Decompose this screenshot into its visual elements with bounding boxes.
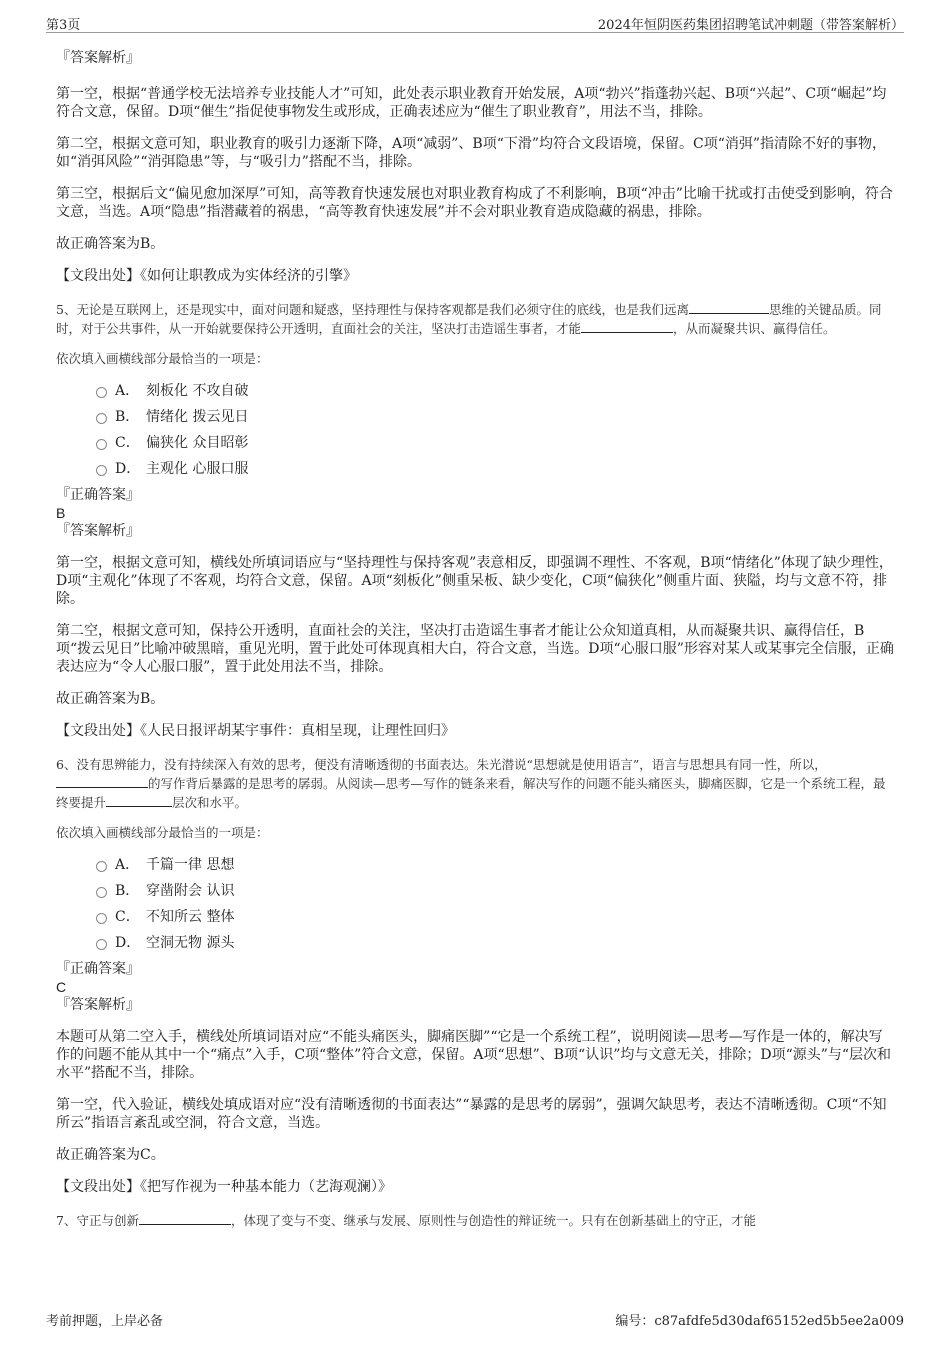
radio-icon[interactable] (96, 439, 107, 450)
fill-blank[interactable] (689, 301, 769, 314)
radio-icon[interactable] (96, 913, 107, 924)
radio-icon[interactable] (96, 465, 107, 476)
option-b[interactable]: B． 情绪化 拨云见日 (56, 404, 894, 430)
option-d[interactable]: D． 主观化 心服口服 (56, 456, 894, 482)
question-7-stem: 7、守正与创新 ，体现了变与不变、继承与发展、原则性与创造性的辩证统一。只有在创新基础上的守正，才能 (56, 1213, 756, 1228)
question-6-stem: 6、没有思辨能力，没有持续深入有效的思考，便没有清晰透彻的书面表达。朱光潜说“思想就是使用语言”，语言与思想具有同一性，所以，的写作背后暴露的是思考的孱弱。从阅读—思考—写作的链条来看，解决写作的问题不能头痛医头，脚痛医脚，它是一个系统工程，最终要提升 层次和水平。 (56, 757, 886, 810)
radio-icon[interactable] (96, 861, 107, 872)
option-a[interactable]: A． 刻板化 不攻自破 (56, 378, 894, 404)
analysis-paragraph: 第二空，根据文意可知，保持公开透明，直面社会的关注，坚决打击造谣生事者才能让公众知道真相，从而凝聚共识、赢得信任，B项“拨云见日”比喻冲破黑暗，重见光明，置于此处可体现真相大白，符合文意，当选。D项“心服口服”形容对某人或某事完全信服，正确表达应为“令人心服口服”，置于此处用法不当，排除。 (56, 623, 894, 675)
analysis-paragraph: 第一空，根据“普通学校无法培养专业技能人才”可知，此处表示职业教育开始发展，A项“勃兴”指蓬勃兴起、B项“兴起”、C项“崛起”均符合文意，保留。D项“催生”指促使事物发生或形成，正确表述应为“催生了职业教育”，用法不当，排除。 (56, 86, 887, 120)
analysis-paragraph: 第一空，代入验证，横线处填成语对应“没有清晰透彻的书面表达”“暴露的是思考的孱弱”，强调欠缺思考，表达不清晰透彻。C项“不知所云”指语言紊乱或空洞，符合文意，当选。 (56, 1097, 887, 1131)
page-header (46, 12, 904, 33)
correct-answer: B (56, 505, 66, 521)
document-id: 编号：c87afdfe5d30daf65152ed5b5ee2a009 (615, 1314, 904, 1329)
answer-conclusion: 故正确答案为B。 (56, 691, 165, 707)
fill-blank[interactable] (139, 1212, 231, 1225)
analysis-paragraph: 第一空，根据文意可知，横线处所填词语应与“坚持理性与保持客观”表意相反，即强调不理性、不客观，B项“情绪化”体现了缺少理性，D项“主观化”体现了不客观，均符合文意，保留。A项“刻板化”侧重呆板、缺少变化，C项“偏狭化”侧重片面、狭隘，均与文意不符，排除。 (56, 555, 893, 607)
answer-conclusion: 故正确答案为C。 (56, 1147, 165, 1163)
question-6-options (56, 852, 894, 956)
radio-icon[interactable] (96, 413, 107, 424)
radio-icon[interactable] (96, 939, 107, 950)
page-content (56, 44, 894, 1230)
source-citation: 【文段出处】《如何让职教成为实体经济的引擎》 (56, 268, 357, 284)
analysis-label: 『答案解析』 (56, 523, 140, 539)
correct-answer-label: 『正确答案』 (56, 487, 140, 503)
source-citation: 【文段出处】《人民日报评胡某宇事件：真相呈现，让理性回归》 (56, 723, 455, 739)
option-d[interactable]: D． 空洞无物 源头 (56, 930, 894, 956)
option-c[interactable]: C． 不知所云 整体 (56, 904, 894, 930)
correct-answer: C (56, 979, 67, 995)
analysis-paragraph: 第二空，根据文意可知，职业教育的吸引力逐渐下降，A项“减弱”、B项“下滑”均符合文段语境，保留。C项“消弭”指清除不好的事物，如“消弭风险”“消弭隐患”等，与“吸引力”搭配不当，排除。 (56, 136, 887, 170)
radio-icon[interactable] (96, 887, 107, 898)
source-citation: 【文段出处】《把写作视为一种基本能力（艺海观澜）》 (56, 1179, 392, 1195)
fill-blank[interactable] (106, 794, 172, 807)
page-number: 第3页 (46, 18, 81, 33)
question-5-stem: 5、无论是互联网上，还是现实中，面对问题和疑惑，坚持理性与保持客观都是我们必须守住的底线，也是我们远离 思维的关键品质。同时，对于公共事件，从一开始就要保持公开透明，直面社会的关注，坚决打击造谣生事者，才能 ，从而凝聚共识、赢得信任。 (56, 302, 882, 336)
question-prompt: 依次填入画横线部分最恰当的一项是： (56, 825, 269, 840)
answer-conclusion: 故正确答案为B。 (56, 236, 165, 252)
question-5-options (56, 378, 894, 482)
document-title: 2024年恒阴医药集团招聘笔试冲刺题（带答案解析） (597, 18, 904, 33)
option-b[interactable]: B． 穿凿附会 认识 (56, 878, 894, 904)
analysis-label: 『答案解析』 (56, 50, 140, 66)
question-prompt: 依次填入画横线部分最恰当的一项是： (56, 351, 269, 366)
analysis-paragraph: 本题可从第二空入手，横线处所填词语对应“不能头痛医头，脚痛医脚”“它是一个系统工程”，说明阅读—思考—写作是一体的，解决写作的问题不能从其中一个“痛点”入手，C项“整体”符合文意，保留。A项“思想”、B项“认识”均与文意无关，排除；D项“源头”与“层次和水平”搭配不当，排除。 (56, 1029, 892, 1081)
footer-slogan: 考前押题，上岸必备 (46, 1314, 164, 1329)
analysis-label: 『答案解析』 (56, 997, 140, 1013)
analysis-paragraph: 第三空，根据后文“偏见愈加深厚”可知，高等教育快速发展也对职业教育构成了不利影响，B项“冲击”比喻干扰或打击使受到影响，符合文意，当选。A项“隐患”指潜藏着的祸患，“高等教育快速发展”并不会对职业教育造成隐藏的祸患，排除。 (56, 186, 893, 220)
radio-icon[interactable] (96, 387, 107, 398)
fill-blank[interactable] (581, 320, 673, 333)
option-a[interactable]: A． 千篇一律 思想 (56, 852, 894, 878)
option-c[interactable]: C． 偏狭化 众目昭彰 (56, 430, 894, 456)
correct-answer-label: 『正确答案』 (56, 961, 140, 977)
fill-blank[interactable] (56, 775, 148, 788)
